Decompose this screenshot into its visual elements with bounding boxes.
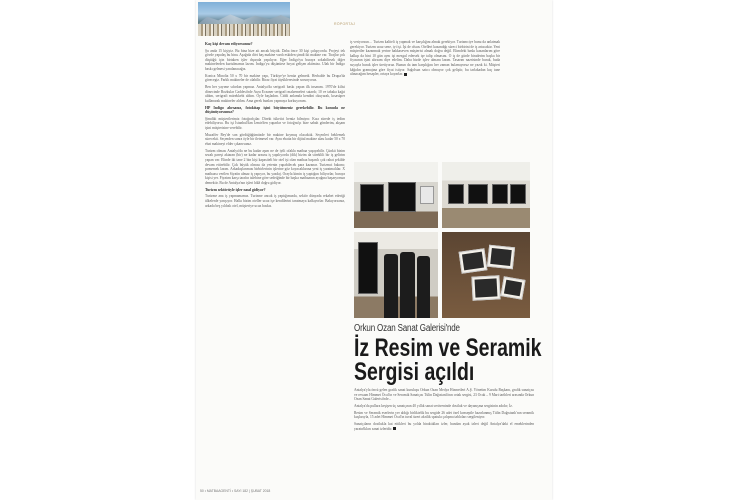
headline-line-1: İz Resim ve Seramik [354, 334, 542, 362]
section-tag: RÖPORTAJ [334, 22, 356, 26]
question-1: Kaç kişi devam ediyorsunuz? [205, 42, 253, 46]
end-mark-icon [404, 73, 407, 76]
gallery-photo-2 [442, 162, 530, 228]
photo-print [471, 275, 500, 300]
photo-print [487, 245, 515, 270]
paragraph: Resim ve Seramik eserlerin yer aldığı birliktelik bu sergide 26 adet özel konseptle hazırlanmış Tülin Dağıstanlı'nın seramik kuşlarıyla, 15 adet Himmet Öcal'ın tuval üzeri akrilik spatula çalışma tabloları sergileniyor. [354, 410, 534, 420]
person [417, 256, 430, 318]
gallery-photo-3 [354, 232, 438, 318]
paragraph: Muzaffer Bey'de son gördüğüğümüzde bir makine koymuş olacaktık. Seçenleri beklemek sürecekti. Seçenden sonra öyle bir iletmesel var. Aynı ebatta bir dijital makine alası kadar 50 x 70 ebat makineyi elder çıkarırsanız. [205, 132, 345, 147]
article-subtitle: Orkun Ozan Sanat Galerisi'nde [354, 323, 460, 334]
paragraph: Ben her yayıme sıfırdan yapmaz. Antalya'da serigrafi baskı yapan ilk insanım. 1970'de kilisi dönecinde Bozkular Caddesi'nde Arzu Eczaner serigrafi malzemeleri satardı; 10 ve tabaka kağıt aldım, serigrafi mürekkebi aldım. Öyle başladım. Ciddi anlamda kendini okuyarak, kısasüper kullanarak makineler aldım. Ama gerek bunları yapmaya korkuyorum. [205, 85, 345, 103]
paragraph: iş veriyorsun… Turizm kaliteli iş yapmak ve karşılığını almak gerekiyor. Turizmciye bunu da anlatmak gerekiyor. Turizm ucuz sene, iyi işi. İşi de olsun. Otelleri kazandığı süreci birbirini de iş artacaktır. Yeni müşteriler kazanmak yerine bakkaseven müşterisi almak doğru değil. Elimdeki baskı kazanlarım göre kalkıp da bini 10 gün aynı işi mesgul edersek işe talip olmasını. O iş de gürde biraderim başka bir fiyasının işini alırsam diye edelim. Daha bizde işlev almanı lazım. Tasarım nazrisinde buruk, buda suyayla buruk işler üretiyoruz. Bunun da tam karşılığını her zaman bulamıyoruz ne yazık ki. Müşteri kâğıdın gramajına göre fiyat istiyor. Sağolsun satıcı olmuyor çok geliştir, bu tarlakadan kaç tane alınacağım hesapler, ortaya koyarlar. [350, 40, 500, 77]
artwork [492, 184, 508, 204]
article-headline [354, 336, 542, 384]
left-column [205, 40, 345, 210]
paragraph: Antalya'yla öncü gelen grafik sanat kuruluşu Orkun Ozan Medya Hizmetleri A.Ş. Yönetim Kurulu Başkanı, grafik sanatçısı ve ressam Himmet Öcal'ın ve Seramik Sanatçısı Tülin Dağıstanlı'nın ortak sergisi, 23 Ocak – 9 Mart tarihleri arasında Orkun Ozan Sanat Galerisi'nde... [354, 388, 534, 402]
artwork [510, 184, 526, 204]
page-footer: 50 • MATBAAGENTİ • SAYI 182 | ŞUBAT 2018 [200, 489, 271, 493]
artwork [448, 184, 464, 204]
paragraph: Turizme ana iş yapmamamız. Turizme ancak iş yaptığımızda, sektör dünyada rekabet ederiği ülkelerde yarışıyor. Halkı bizim oteller ucuz işe kendilerini tanıtmaya kalkıyorlar. Bakıyorsanız, arkada beş yıldızlı otel, müşteriye ucuz baskıs. [205, 194, 345, 208]
paragraph: Sanatçıların dostlukla kat ettikleri bu yolda biraktıkları izler, bundan ayak izleri değil Antalya'daki el emeklerinden yaratırlkları sanat izleridir. [354, 422, 534, 431]
photo-print [500, 276, 525, 300]
question-2: HP Indigo alırsanız, fotokitap işini büyütmeniz gerekebilir. Bu konuda ne düşünüyorsunuz? [205, 105, 345, 115]
city-skyline [198, 24, 290, 36]
end-mark-icon [393, 427, 396, 430]
photo-print [459, 248, 488, 273]
gallery-photo-1 [354, 162, 438, 228]
paragraph: Turizm olması Antalya'da ne bu kadar aşım ne de iyili ofakla matbaa yaşayabilir. Çünkü bizim sezalı pareşi aktaran (bir) ne kadar arzusu iş yapılıyordu (dik) bizim da süreklili bir iş gelirim yapan var. Elinde iki tane 2 bin kişi kapasiteli bir otel işi olan matbaa başarılı çok rahat şekilde devam ettirebilir. Çok büyük olması da yetenin yapabilecek para kazanar. Turizmci bakımı; pomemek lazım. Arkadaşlarımızı birbirlerinin işlerine göz koyacaklarına yeni iş yaratmalılar. X matbaası verilen Siyatin almaz iş yapıyor, bu yazdaj. Orayla kimin iş yaptığını biliyorlar, buraya kişisi yer. Fiyatım karşı tarafın talebine göre sedeiğinde bir başka matbaanın ayağına başaryorsun demektir. Bu de Antalya'nın işleri hâlâ doğru gidiyor. [205, 148, 346, 185]
question-3: Turizm sektörüyle işler nasıl gidiyor? [205, 187, 266, 192]
city-photo [198, 2, 290, 36]
artwork [388, 182, 416, 212]
artwork [468, 184, 488, 204]
paragraph: Konica Minolta 50 x 70 bir makine yapı, Türkiye'ye henüz gelmedi. Herhalde bu Drupa'da görecegiz. Farklı makineler de olabilir. Biraz fiyat tüyükleresinde sorunyoruz. [205, 73, 345, 83]
person [400, 252, 415, 318]
paragraph: Şu anda 15 kişiyiz. Bu bina bize ait ancak büyük. Daha önce 30 kişi çalışıyordu. Projeyi tek gövde yapıdaş bu bina. Aşağıda dört baş makine vardı eskiden şimdi iki makine var. Tirajlar çok düştüğü için birtaken işler dışarıda yapılıyor. Eğer İndigo'yu buraya sokabilirsek diğer makinelerden kurtulmamız lazım. İndigo'yu düşünürse hoyat gelişen aktimiza. Ulak bir İndigo baskı gelmesi yaralanacağız. [205, 48, 345, 71]
artwork [358, 242, 378, 294]
gallery-photo-4 [442, 232, 530, 318]
artwork [360, 184, 384, 212]
right-column-top [350, 40, 500, 79]
person [384, 254, 398, 318]
artwork [420, 186, 434, 204]
headline-line-2: Sergisi açıldı [354, 358, 475, 386]
mountain-shape [198, 12, 290, 24]
article-body [354, 388, 534, 434]
paragraph: Şimdiki müşterilerimiz fotoğrafçılar. Direkt tüketici henüz bilmiyor. Kısa sürede iş tedim edebiliyorsa. Bu işi İstanbul'dan İzmir'den yaparlar ve fotoğrafçı bize sabah gönderim, akşam işini müşterisine verebilir. [205, 116, 345, 131]
magazine-page [196, 0, 552, 500]
paragraph: Antalya'da pullara keşişen üç sanatçının 40 yıllık sanat serüveninde dostluk ve dayanışma sergisinin adıdır; İz. [354, 403, 513, 408]
